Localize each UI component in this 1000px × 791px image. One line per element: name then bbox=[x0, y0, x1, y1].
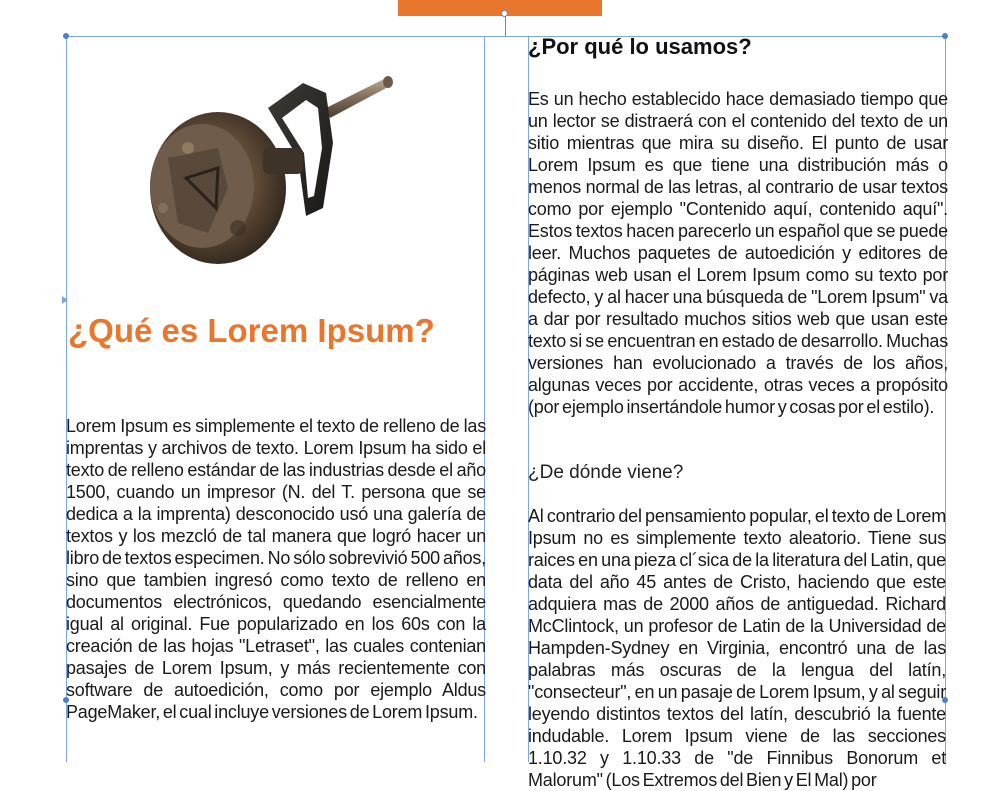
rotation-handle[interactable] bbox=[501, 10, 508, 17]
resize-handle-top-right[interactable] bbox=[942, 33, 948, 39]
text-frame-left-body[interactable]: Lorem Ipsum es simplemente el texto de relleno de las imprentas y archivos de texto. Lorem Ipsum ha sido el texto de relleno estándar de las industrias desde el año 1500, cuando un impresor (N. del T. persona que se dedica a la imprenta) desconocido usó una galería de textos y los mezcló de tal manera que logró hacer un libro de textos especimen. No sólo sobrevivió 500 años, sino que tambien ingresó como texto de relleno en documentos electrónicos, quedando esencialmente igual al original. Fue popularizado en los 60s con la creación de las hojas "Letraset", las cuales contenian pasajes de Lorem Ipsum, y más recientemente con software de autoedición, como por ejemplo Aldus PageMaker, el cual incluye versiones de Lorem Ipsum. bbox=[66, 416, 486, 722]
text-frame-right-body-2[interactable]: Al contrario del pensamiento popular, el texto de Lorem Ipsum no es simplemente texto aleatorio. Tiene sus raices en una pieza cl´sica de la literatura del Latin, que data del año 45 antes de Cristo, haciendo que este adquiera mas de 2000 años de antiguedad. Richard McClintock, un profesor de Latin de la Universidad de Hampden-Sydney en Virginia, encontró una de las palabras más oscuras de la lengua del latín, "consecteur", en un pasaje de Lorem Ipsum, y al seguir leyendo distintos textos del latín, descubrió la fuente indudable. Lorem Ipsum viene de las secciones 1.10.32 y 1.10.33 de "de Finnibus Bonorum et Malorum" (Los Extremos del Bien y El Mal) por bbox=[528, 506, 946, 790]
heading-what-is-lorem-ipsum[interactable]: ¿Qué es Lorem Ipsum? bbox=[68, 312, 435, 349]
text-frame-right-body[interactable]: Es un hecho establecido hace demasiado tiempo que un lector se distraerá con el contenido del texto de un sitio mientras que mira su diseño. El punto de usar Lorem Ipsum es que tiene una distribución más o menos normal de las letras, al contrario de usar textos como por ejemplo "Contenido aquí, contenido aquí". Estos textos hacen parecerlo un español que se puede leer. Muchos paquetes de autoedición y editores de páginas web usan el Lorem Ipsum como su texto por defecto, y al hacer una búsqueda de "Lorem Ipsum" va a dar por resultado muchos sitios web que usan este texto si se encuentran en estado de desarrollo. Muchas versiones han evolucionado a través de los años, algunas veces por accidente, otras veces a propósito (por ejemplo insertándole humor y cosas por el estilo). bbox=[528, 89, 948, 417]
rotation-handle-line bbox=[505, 16, 506, 36]
photo-rusty-seal[interactable] bbox=[68, 38, 484, 303]
orange-rectangle-object[interactable] bbox=[398, 0, 602, 16]
heading-why-use-it[interactable]: ¿Por qué lo usamos? bbox=[528, 34, 752, 59]
subheading-where-from[interactable]: ¿De dónde viene? bbox=[528, 462, 684, 483]
seal-illustration bbox=[68, 38, 484, 303]
